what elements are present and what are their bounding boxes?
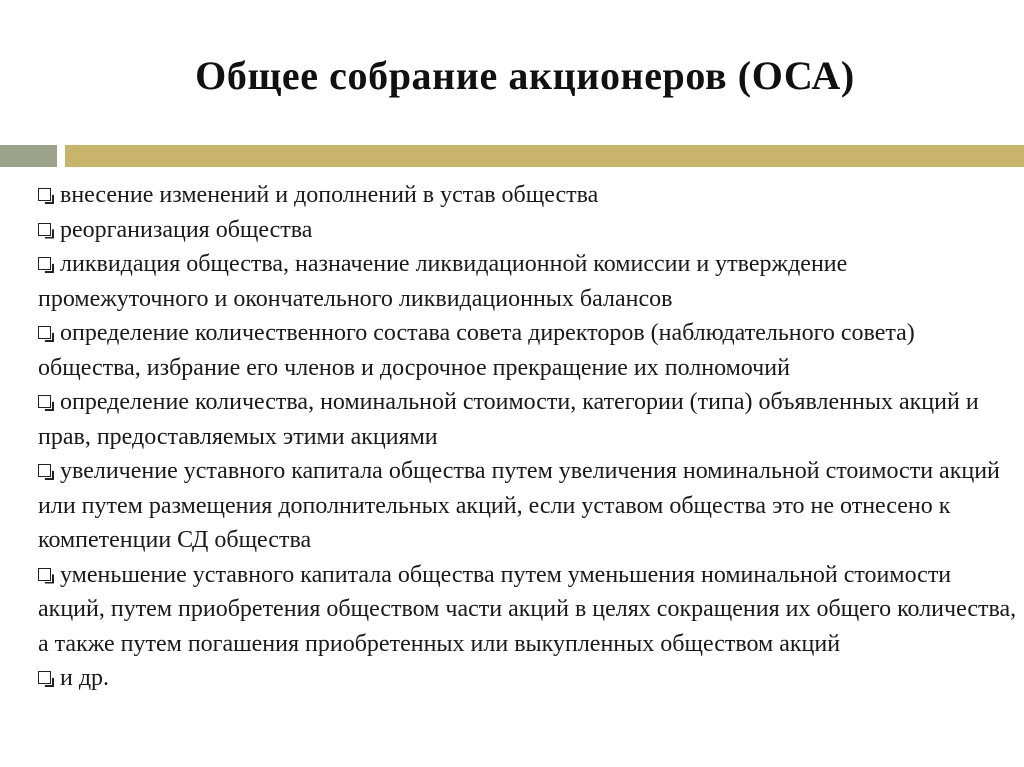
list-item-text: ликвидация общества, назначение ликвидационной комиссии и утверждение промежуточного и окончательного ликвидационных балансов — [38, 251, 848, 312]
list-item — [38, 661, 1018, 696]
square-checkbox-icon — [38, 395, 51, 408]
list-item — [38, 316, 1018, 385]
list-item-text: уменьшение уставного капитала общества путем уменьшения номинальной стоимости акций, путем приобретения обществом части акций в целях сокращения их общего количества, а также путем погашения приобретенных или выкупленных обществом акций — [38, 561, 1017, 657]
list-item — [38, 178, 1018, 213]
list-item — [38, 385, 1018, 454]
list-item-text: увеличение уставного капитала общества путем увеличения номинальной стоимости акций или путем размещения дополнительных акций, если уставом общества это не отнесено к компетенции СД общества — [38, 458, 1000, 553]
list-item-text: определение количества, номинальной стоимости, категории (типа) объявленных акций и прав, предоставляемых этими акциями — [38, 389, 979, 450]
title-divider-left — [0, 145, 57, 167]
list-item — [38, 213, 1018, 248]
slide-title: Общее собрание акционеров (ОСА) — [195, 53, 855, 98]
list-item-text: реорганизация общества — [60, 216, 313, 243]
square-checkbox-icon — [38, 464, 51, 477]
square-checkbox-icon — [38, 257, 51, 270]
list-item — [38, 247, 1018, 316]
list-item-text: и др. — [60, 665, 110, 691]
square-checkbox-icon — [38, 671, 51, 684]
bullet-list — [38, 178, 1018, 696]
list-item — [38, 454, 1018, 558]
square-checkbox-icon — [38, 326, 51, 339]
square-checkbox-icon — [38, 188, 51, 201]
list-item-text: определение количественного состава совета директоров (наблюдательного совета) общества, избрание его членов и досрочное прекращение их полномочий — [38, 320, 915, 381]
square-checkbox-icon — [38, 568, 51, 581]
list-item-text: внесение изменений и дополнений в устав общества — [60, 182, 599, 208]
list-item — [38, 558, 1018, 662]
title-divider-right — [65, 145, 1024, 167]
square-checkbox-icon — [38, 223, 51, 236]
